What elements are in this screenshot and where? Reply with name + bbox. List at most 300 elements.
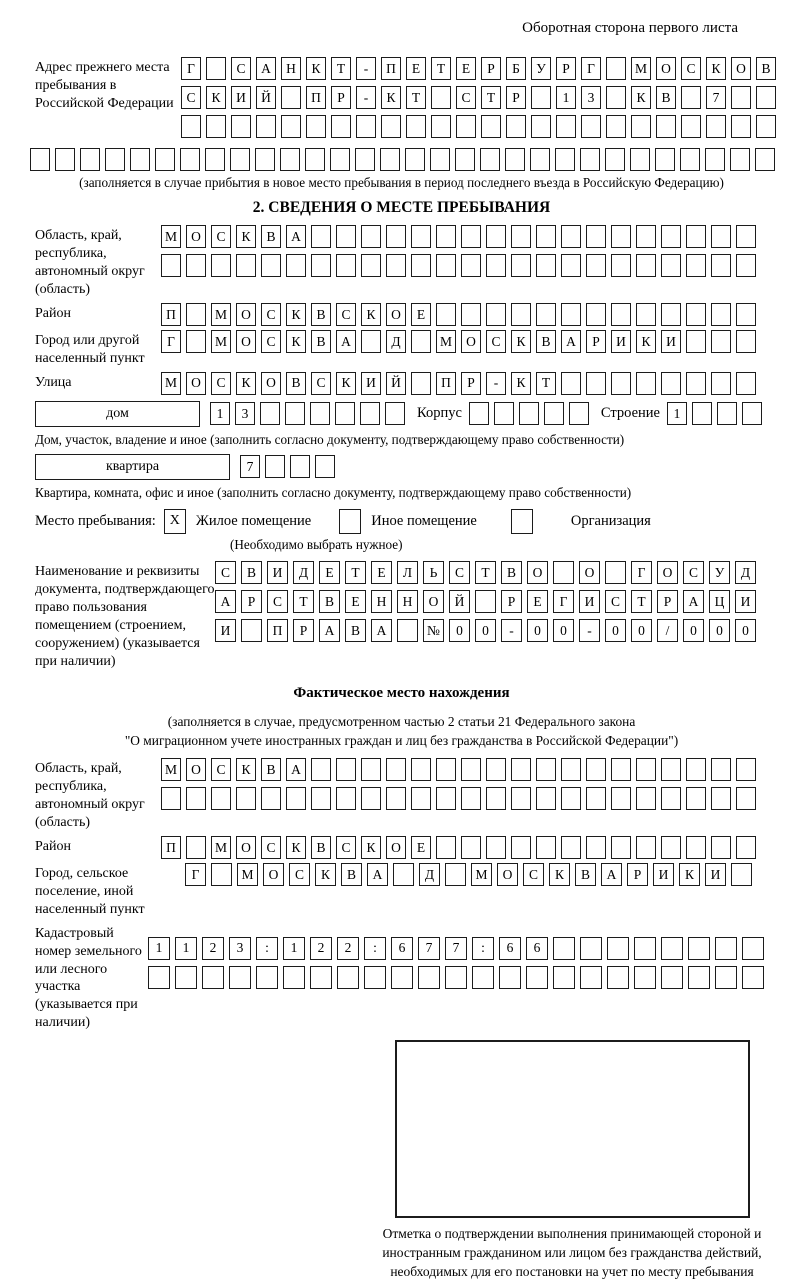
char-cell[interactable]: К: [361, 303, 381, 326]
char-cell[interactable]: [186, 303, 206, 326]
char-cell[interactable]: [306, 115, 326, 138]
char-cell[interactable]: Г: [553, 590, 574, 613]
char-cell[interactable]: [607, 966, 629, 989]
char-cell[interactable]: [386, 225, 406, 248]
char-cell[interactable]: [456, 115, 476, 138]
char-cell[interactable]: [717, 402, 737, 425]
char-cell[interactable]: 7: [418, 937, 440, 960]
char-cell[interactable]: [586, 225, 606, 248]
char-cell[interactable]: Р: [506, 86, 526, 109]
char-cell[interactable]: К: [636, 330, 656, 353]
char-cell[interactable]: С: [336, 836, 356, 859]
char-cell[interactable]: 6: [391, 937, 413, 960]
char-cell[interactable]: И: [267, 561, 288, 584]
char-cell[interactable]: :: [472, 937, 494, 960]
char-cell[interactable]: Р: [556, 57, 576, 80]
char-cell[interactable]: Р: [461, 372, 481, 395]
char-cell[interactable]: Й: [256, 86, 276, 109]
char-cell[interactable]: [742, 402, 762, 425]
char-cell[interactable]: [580, 148, 600, 171]
char-cell[interactable]: И: [231, 86, 251, 109]
char-cell[interactable]: С: [267, 590, 288, 613]
char-cell[interactable]: [553, 561, 574, 584]
char-cell[interactable]: [686, 225, 706, 248]
char-cell[interactable]: [393, 863, 414, 886]
char-cell[interactable]: Г: [185, 863, 206, 886]
char-cell[interactable]: [536, 225, 556, 248]
char-cell[interactable]: Т: [431, 57, 451, 80]
char-cell[interactable]: Т: [293, 590, 314, 613]
char-cell[interactable]: [730, 148, 750, 171]
char-cell[interactable]: [405, 148, 425, 171]
char-cell[interactable]: С: [523, 863, 544, 886]
char-cell[interactable]: К: [236, 225, 256, 248]
char-cell[interactable]: Г: [181, 57, 201, 80]
char-cell[interactable]: [256, 966, 278, 989]
char-cell[interactable]: [361, 330, 381, 353]
char-cell[interactable]: Д: [419, 863, 440, 886]
char-cell[interactable]: [580, 937, 602, 960]
char-cell[interactable]: И: [653, 863, 674, 886]
char-cell[interactable]: 0: [709, 619, 730, 642]
char-cell[interactable]: [55, 148, 75, 171]
char-cell[interactable]: [561, 254, 581, 277]
char-cell[interactable]: [411, 372, 431, 395]
char-cell[interactable]: [445, 966, 467, 989]
char-cell[interactable]: [355, 148, 375, 171]
char-cell[interactable]: [544, 402, 564, 425]
char-cell[interactable]: [385, 402, 405, 425]
char-cell[interactable]: [506, 115, 526, 138]
char-cell[interactable]: 2: [202, 937, 224, 960]
char-cell[interactable]: М: [631, 57, 651, 80]
char-cell[interactable]: [736, 225, 756, 248]
stay-type-checkbox-other[interactable]: [339, 509, 361, 534]
char-cell[interactable]: [711, 303, 731, 326]
char-cell[interactable]: С: [261, 303, 281, 326]
char-cell[interactable]: О: [731, 57, 751, 80]
char-cell[interactable]: У: [531, 57, 551, 80]
char-cell[interactable]: Е: [411, 836, 431, 859]
char-cell[interactable]: [561, 372, 581, 395]
char-cell[interactable]: А: [367, 863, 388, 886]
char-cell[interactable]: [431, 115, 451, 138]
char-cell[interactable]: [736, 330, 756, 353]
char-cell[interactable]: [636, 372, 656, 395]
char-cell[interactable]: П: [306, 86, 326, 109]
char-cell[interactable]: [755, 148, 775, 171]
char-cell[interactable]: [461, 758, 481, 781]
char-cell[interactable]: -: [579, 619, 600, 642]
char-cell[interactable]: [290, 455, 310, 478]
char-cell[interactable]: П: [381, 57, 401, 80]
char-cell[interactable]: [511, 787, 531, 810]
char-cell[interactable]: С: [605, 590, 626, 613]
char-cell[interactable]: О: [386, 836, 406, 859]
char-cell[interactable]: Н: [397, 590, 418, 613]
char-cell[interactable]: [586, 836, 606, 859]
char-cell[interactable]: 6: [499, 937, 521, 960]
char-cell[interactable]: 1: [283, 937, 305, 960]
char-cell[interactable]: [553, 937, 575, 960]
char-cell[interactable]: [330, 148, 350, 171]
char-cell[interactable]: Д: [386, 330, 406, 353]
char-cell[interactable]: [655, 148, 675, 171]
char-cell[interactable]: [686, 787, 706, 810]
char-cell[interactable]: [436, 758, 456, 781]
char-cell[interactable]: 0: [527, 619, 548, 642]
char-cell[interactable]: [606, 115, 626, 138]
char-cell[interactable]: [636, 758, 656, 781]
char-cell[interactable]: [386, 254, 406, 277]
char-cell[interactable]: [211, 254, 231, 277]
char-cell[interactable]: [361, 254, 381, 277]
char-cell[interactable]: С: [211, 225, 231, 248]
char-cell[interactable]: [455, 148, 475, 171]
char-cell[interactable]: [611, 758, 631, 781]
char-cell[interactable]: О: [579, 561, 600, 584]
char-cell[interactable]: 1: [210, 402, 230, 425]
char-cell[interactable]: [211, 863, 232, 886]
char-cell[interactable]: [586, 254, 606, 277]
char-cell[interactable]: 3: [581, 86, 601, 109]
char-cell[interactable]: [611, 303, 631, 326]
char-cell[interactable]: А: [601, 863, 622, 886]
char-cell[interactable]: О: [527, 561, 548, 584]
char-cell[interactable]: [30, 148, 50, 171]
char-cell[interactable]: И: [361, 372, 381, 395]
char-cell[interactable]: М: [237, 863, 258, 886]
char-cell[interactable]: Т: [345, 561, 366, 584]
char-cell[interactable]: О: [386, 303, 406, 326]
char-cell[interactable]: [283, 966, 305, 989]
stay-type-checkbox-residential[interactable]: X: [164, 509, 186, 534]
char-cell[interactable]: [361, 225, 381, 248]
char-cell[interactable]: К: [315, 863, 336, 886]
char-cell[interactable]: [186, 836, 206, 859]
char-cell[interactable]: Р: [627, 863, 648, 886]
char-cell[interactable]: [260, 402, 280, 425]
char-cell[interactable]: И: [705, 863, 726, 886]
char-cell[interactable]: [411, 225, 431, 248]
char-cell[interactable]: Е: [527, 590, 548, 613]
char-cell[interactable]: [310, 402, 330, 425]
char-cell[interactable]: [386, 787, 406, 810]
char-cell[interactable]: [181, 115, 201, 138]
char-cell[interactable]: [611, 787, 631, 810]
char-cell[interactable]: К: [511, 330, 531, 353]
char-cell[interactable]: [229, 966, 251, 989]
char-cell[interactable]: [335, 402, 355, 425]
char-cell[interactable]: [661, 303, 681, 326]
char-cell[interactable]: [202, 966, 224, 989]
char-cell[interactable]: М: [211, 303, 231, 326]
char-cell[interactable]: [361, 787, 381, 810]
char-cell[interactable]: [581, 115, 601, 138]
char-cell[interactable]: А: [286, 225, 306, 248]
char-cell[interactable]: В: [241, 561, 262, 584]
char-cell[interactable]: П: [436, 372, 456, 395]
char-cell[interactable]: [688, 937, 710, 960]
char-cell[interactable]: -: [356, 57, 376, 80]
char-cell[interactable]: [475, 590, 496, 613]
char-cell[interactable]: С: [336, 303, 356, 326]
char-cell[interactable]: 7: [240, 455, 260, 478]
char-cell[interactable]: К: [236, 758, 256, 781]
char-cell[interactable]: [80, 148, 100, 171]
char-cell[interactable]: [180, 148, 200, 171]
char-cell[interactable]: В: [311, 303, 331, 326]
char-cell[interactable]: [511, 225, 531, 248]
char-cell[interactable]: :: [364, 937, 386, 960]
char-cell[interactable]: -: [501, 619, 522, 642]
char-cell[interactable]: [411, 330, 431, 353]
char-cell[interactable]: С: [231, 57, 251, 80]
char-cell[interactable]: 1: [175, 937, 197, 960]
char-cell[interactable]: С: [681, 57, 701, 80]
char-cell[interactable]: [686, 254, 706, 277]
char-cell[interactable]: С: [311, 372, 331, 395]
char-cell[interactable]: 1: [667, 402, 687, 425]
char-cell[interactable]: [418, 966, 440, 989]
char-cell[interactable]: [381, 115, 401, 138]
char-cell[interactable]: А: [256, 57, 276, 80]
char-cell[interactable]: А: [561, 330, 581, 353]
char-cell[interactable]: [261, 254, 281, 277]
char-cell[interactable]: Г: [581, 57, 601, 80]
char-cell[interactable]: 1: [556, 86, 576, 109]
char-cell[interactable]: [130, 148, 150, 171]
char-cell[interactable]: [561, 758, 581, 781]
char-cell[interactable]: О: [186, 758, 206, 781]
char-cell[interactable]: [236, 254, 256, 277]
char-cell[interactable]: [711, 225, 731, 248]
char-cell[interactable]: [706, 115, 726, 138]
char-cell[interactable]: Р: [657, 590, 678, 613]
char-cell[interactable]: [606, 86, 626, 109]
char-cell[interactable]: 2: [310, 937, 332, 960]
char-cell[interactable]: [411, 758, 431, 781]
char-cell[interactable]: [186, 330, 206, 353]
char-cell[interactable]: [380, 148, 400, 171]
char-cell[interactable]: [561, 787, 581, 810]
char-cell[interactable]: [241, 619, 262, 642]
char-cell[interactable]: [206, 57, 226, 80]
char-cell[interactable]: [711, 787, 731, 810]
char-cell[interactable]: [715, 937, 737, 960]
char-cell[interactable]: [569, 402, 589, 425]
char-cell[interactable]: [586, 303, 606, 326]
char-cell[interactable]: Е: [345, 590, 366, 613]
char-cell[interactable]: В: [311, 836, 331, 859]
char-cell[interactable]: О: [236, 836, 256, 859]
char-cell[interactable]: [680, 148, 700, 171]
char-cell[interactable]: О: [657, 561, 678, 584]
char-cell[interactable]: [686, 303, 706, 326]
char-cell[interactable]: [661, 787, 681, 810]
char-cell[interactable]: [736, 372, 756, 395]
char-cell[interactable]: [336, 787, 356, 810]
char-cell[interactable]: [530, 148, 550, 171]
char-cell[interactable]: Ь: [423, 561, 444, 584]
char-cell[interactable]: [230, 148, 250, 171]
char-cell[interactable]: [336, 254, 356, 277]
char-cell[interactable]: [255, 148, 275, 171]
char-cell[interactable]: [731, 86, 751, 109]
char-cell[interactable]: Н: [281, 57, 301, 80]
char-cell[interactable]: А: [683, 590, 704, 613]
char-cell[interactable]: И: [735, 590, 756, 613]
char-cell[interactable]: Т: [481, 86, 501, 109]
char-cell[interactable]: [636, 225, 656, 248]
char-cell[interactable]: [661, 225, 681, 248]
char-cell[interactable]: [469, 402, 489, 425]
char-cell[interactable]: [231, 115, 251, 138]
char-cell[interactable]: [756, 86, 776, 109]
char-cell[interactable]: К: [511, 372, 531, 395]
char-cell[interactable]: [386, 758, 406, 781]
char-cell[interactable]: Е: [456, 57, 476, 80]
char-cell[interactable]: [336, 225, 356, 248]
char-cell[interactable]: О: [186, 372, 206, 395]
char-cell[interactable]: К: [679, 863, 700, 886]
char-cell[interactable]: [731, 863, 752, 886]
char-cell[interactable]: [411, 787, 431, 810]
char-cell[interactable]: 0: [475, 619, 496, 642]
char-cell[interactable]: [481, 115, 501, 138]
char-cell[interactable]: [686, 330, 706, 353]
char-cell[interactable]: [356, 115, 376, 138]
char-cell[interactable]: [536, 787, 556, 810]
char-cell[interactable]: :: [256, 937, 278, 960]
char-cell[interactable]: В: [501, 561, 522, 584]
char-cell[interactable]: [261, 787, 281, 810]
char-cell[interactable]: Р: [241, 590, 262, 613]
char-cell[interactable]: С: [211, 372, 231, 395]
char-cell[interactable]: [686, 372, 706, 395]
char-cell[interactable]: О: [497, 863, 518, 886]
char-cell[interactable]: [561, 303, 581, 326]
char-cell[interactable]: [511, 303, 531, 326]
stay-type-checkbox-organization[interactable]: [511, 509, 533, 534]
char-cell[interactable]: [364, 966, 386, 989]
char-cell[interactable]: [436, 303, 456, 326]
char-cell[interactable]: [511, 254, 531, 277]
char-cell[interactable]: В: [536, 330, 556, 353]
char-cell[interactable]: У: [709, 561, 730, 584]
char-cell[interactable]: В: [756, 57, 776, 80]
char-cell[interactable]: [486, 225, 506, 248]
char-cell[interactable]: 2: [337, 937, 359, 960]
char-cell[interactable]: В: [286, 372, 306, 395]
char-cell[interactable]: А: [336, 330, 356, 353]
char-cell[interactable]: А: [319, 619, 340, 642]
char-cell[interactable]: 0: [449, 619, 470, 642]
char-cell[interactable]: -: [356, 86, 376, 109]
char-cell[interactable]: [711, 372, 731, 395]
char-cell[interactable]: [686, 758, 706, 781]
char-cell[interactable]: Л: [397, 561, 418, 584]
char-cell[interactable]: [561, 836, 581, 859]
char-cell[interactable]: [555, 148, 575, 171]
char-cell[interactable]: 0: [735, 619, 756, 642]
char-cell[interactable]: [406, 115, 426, 138]
char-cell[interactable]: 1: [148, 937, 170, 960]
char-cell[interactable]: Д: [735, 561, 756, 584]
char-cell[interactable]: [742, 966, 764, 989]
char-cell[interactable]: М: [436, 330, 456, 353]
char-cell[interactable]: [736, 303, 756, 326]
char-cell[interactable]: [155, 148, 175, 171]
char-cell[interactable]: [431, 86, 451, 109]
char-cell[interactable]: В: [575, 863, 596, 886]
char-cell[interactable]: [161, 254, 181, 277]
char-cell[interactable]: [311, 254, 331, 277]
char-cell[interactable]: [391, 966, 413, 989]
char-cell[interactable]: [531, 86, 551, 109]
char-cell[interactable]: -: [486, 372, 506, 395]
char-cell[interactable]: [692, 402, 712, 425]
char-cell[interactable]: [472, 966, 494, 989]
char-cell[interactable]: [611, 836, 631, 859]
char-cell[interactable]: П: [161, 303, 181, 326]
char-cell[interactable]: К: [286, 330, 306, 353]
char-cell[interactable]: С: [181, 86, 201, 109]
char-cell[interactable]: [315, 455, 335, 478]
char-cell[interactable]: С: [486, 330, 506, 353]
char-cell[interactable]: [486, 254, 506, 277]
char-cell[interactable]: [480, 148, 500, 171]
char-cell[interactable]: Р: [331, 86, 351, 109]
char-cell[interactable]: [686, 836, 706, 859]
char-cell[interactable]: [681, 86, 701, 109]
char-cell[interactable]: [286, 787, 306, 810]
char-cell[interactable]: [661, 966, 683, 989]
char-cell[interactable]: В: [311, 330, 331, 353]
char-cell[interactable]: М: [211, 330, 231, 353]
char-cell[interactable]: [486, 836, 506, 859]
char-cell[interactable]: [688, 966, 710, 989]
char-cell[interactable]: Н: [371, 590, 392, 613]
char-cell[interactable]: [715, 966, 737, 989]
char-cell[interactable]: [494, 402, 514, 425]
char-cell[interactable]: [461, 787, 481, 810]
char-cell[interactable]: Т: [536, 372, 556, 395]
char-cell[interactable]: 0: [605, 619, 626, 642]
char-cell[interactable]: [505, 148, 525, 171]
char-cell[interactable]: Е: [371, 561, 392, 584]
char-cell[interactable]: [586, 787, 606, 810]
char-cell[interactable]: [161, 787, 181, 810]
char-cell[interactable]: К: [361, 836, 381, 859]
char-cell[interactable]: К: [286, 836, 306, 859]
char-cell[interactable]: [519, 402, 539, 425]
char-cell[interactable]: [285, 402, 305, 425]
char-cell[interactable]: К: [381, 86, 401, 109]
char-cell[interactable]: [531, 115, 551, 138]
char-cell[interactable]: Й: [449, 590, 470, 613]
char-cell[interactable]: [661, 836, 681, 859]
char-cell[interactable]: О: [423, 590, 444, 613]
char-cell[interactable]: О: [236, 303, 256, 326]
char-cell[interactable]: О: [236, 330, 256, 353]
char-cell[interactable]: Г: [631, 561, 652, 584]
char-cell[interactable]: [205, 148, 225, 171]
char-cell[interactable]: [206, 115, 226, 138]
char-cell[interactable]: [611, 225, 631, 248]
char-cell[interactable]: [175, 966, 197, 989]
char-cell[interactable]: [631, 115, 651, 138]
